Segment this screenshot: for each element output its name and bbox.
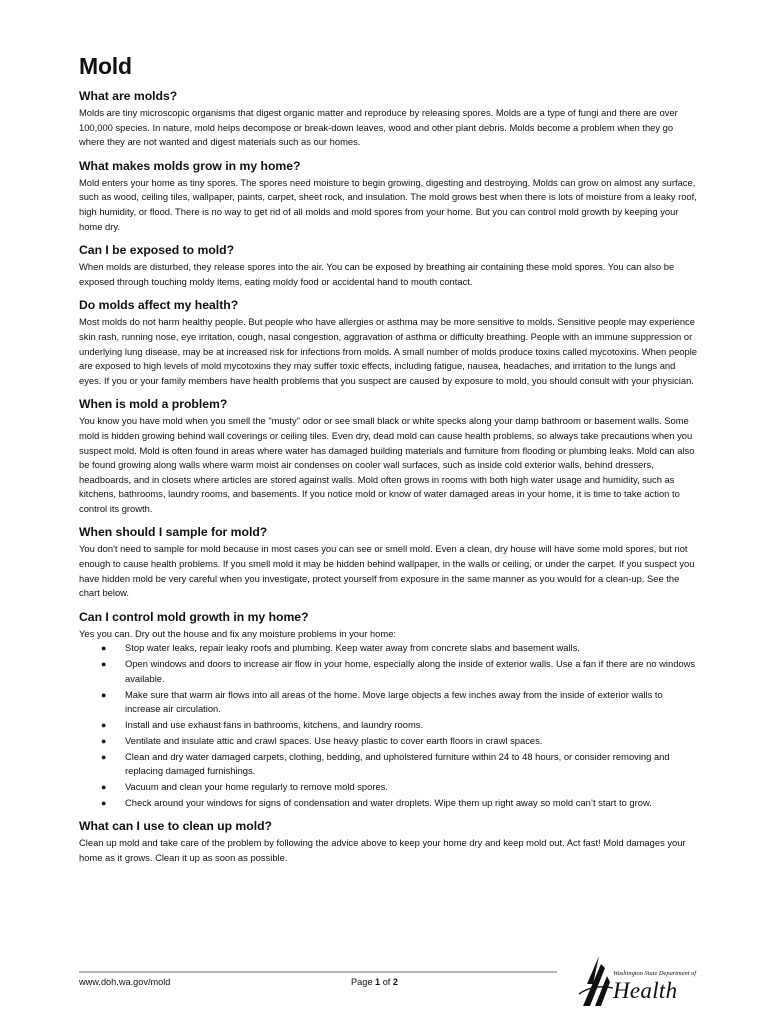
- bullet-list: [79, 641, 699, 810]
- list-item-text: Make sure that warm air flows into all areas of the home. Move large objects a few inches away from the inside of exterior walls to increase air circulation.: [125, 688, 663, 715]
- section-text: Most molds do not harm healthy people. But people who have allergies or asthma may be more sensitive to molds. Sensitive people may experience skin rash, running nose, eye irritation, cough, nasal congestion, aggravation of asthma or difficulty breathing. People with an immune suppression or underlying lung disease, may be at increased risk for infections from molds. A small number of molds produce toxins called mycotoxins. When people are exposed to high levels of mold mycotoxins they may suffer toxic effects, including fatigue, nausea, headaches, and irritation to the lungs and eyes. If you or your family members have health problems that you suspect are caused by exposure to mold, you should consult with your physician.: [79, 316, 698, 386]
- bullet-icon: ●: [101, 719, 107, 730]
- list-item: [79, 641, 699, 656]
- section-heading: What are molds?: [79, 89, 178, 103]
- list-item: [79, 657, 699, 686]
- section-heading: Can I be exposed to mold?: [79, 243, 235, 258]
- section-heading: Can I control mold growth in my home?: [79, 609, 309, 624]
- page-prefix: Page: [351, 977, 376, 987]
- section-text: You know you have mold when you smell the "musty" odor or see small black or white specks along your damp bathroom or basement walls. Some mold is hidden growing behind wall coverings or ceiling tiles. Even dry, dead mold can cause health problems, so always take precautions when you suspect mold. Mold is often found in areas where water has damaged building materials and furniture from flooding or plumbing leaks. Mold can also be found growing along walls where warm moist air condenses on cooler wall surfaces, such as inside cold exterior walls, behind dressers, headboards, and in closets where articles are stored against walls. Mold often grows in rooms with both high water usage and humidity, such as kitchens, bathrooms, laundry rooms, and basements. If you notice mold or know of water damaged areas in your home, it is time to take action to control its growth.: [79, 415, 695, 514]
- bullet-icon: ●: [101, 689, 107, 700]
- footer-url-link[interactable]: www.doh.wa.gov/mold: [79, 977, 171, 987]
- list-item-text: Clean and dry water damaged carpets, clothing, bedding, and upholstered furniture within 24 to 48 hours, or consider removing and replacing damaged furnishings.: [125, 750, 670, 777]
- page-title: Mold: [79, 53, 132, 79]
- bullet-icon: ●: [101, 735, 107, 746]
- list-item-text: Install and use exhaust fans in bathrooms, kitchens, and laundry rooms.: [125, 718, 424, 730]
- page-mid: of: [380, 977, 393, 987]
- doh-health-logo: [577, 954, 707, 1008]
- section-heading: Do molds affect my health?: [79, 298, 239, 313]
- section-heading: What makes molds grow in my home?: [79, 158, 301, 173]
- page-current: 1: [375, 977, 381, 987]
- list-item: [79, 796, 699, 811]
- section-control-mold-growth: [79, 610, 699, 810]
- logo-department-text: Washington State Department of: [613, 970, 697, 977]
- section-text: Molds are tiny microscopic organisms that digest organic matter and reproduce by releasing spores. Molds are a type of fungi and there are over 100,000 species. In nature, mold helps decompose or break-down leaves, wood and other plant debris. Molds become a problem when they go where they are not wanted and digest materials such as our homes.: [79, 107, 678, 148]
- list-item-text: Check around your windows for signs of condensation and water droplets. Wipe them up right away so mold can’t start to grow.: [125, 796, 652, 808]
- section-heading: What can I use to clean up mold?: [79, 819, 272, 834]
- list-item: [79, 718, 699, 733]
- logo-mark-icon: [577, 954, 617, 1008]
- list-item: [79, 734, 699, 749]
- section-sample-for-mold: [79, 525, 699, 600]
- bullet-icon: ●: [101, 751, 107, 762]
- list-item: [79, 750, 699, 779]
- section-text: Clean up mold and take care of the problem by following the advice above to keep your home dry and keep mold out. Act fast! Mold damages your home as it grows. Clean it up as soon as possible.: [79, 837, 686, 863]
- section-what-makes-molds-grow: [79, 159, 699, 234]
- logo-health-text: Health: [613, 978, 678, 1003]
- bullet-icon: ●: [101, 797, 107, 808]
- section-mold-problem: [79, 397, 699, 516]
- section-text: When molds are disturbed, they release spores into the air. You can be exposed by breathing air containing these mold spores. You can also be exposed through touching moldy items, eating moldy food or accidental hand to mouth contact.: [79, 261, 675, 287]
- bullet-icon: ●: [101, 643, 107, 654]
- section-heading: When is mold a problem?: [79, 397, 228, 412]
- section-what-are-molds: [79, 89, 699, 150]
- list-item-text: Open windows and doors to increase air flow in your home, especially along the inside of exterior walls. Use a fan if there are no windows available.: [125, 658, 696, 684]
- footer-divider: [79, 971, 557, 973]
- section-text: Yes you can. Dry out the house and fix any moisture problems in your home:: [79, 627, 397, 639]
- page-total: 2: [392, 977, 399, 987]
- list-item-text: Ventilate and insulate attic and crawl spaces. Use heavy plastic to cover earth floors in crawl spaces.: [125, 734, 543, 746]
- list-item-text: Stop water leaks, repair leaky roofs and plumbing. Keep water away from concrete slabs and basement walls.: [125, 642, 580, 654]
- list-item: [79, 688, 699, 717]
- section-exposed-to-mold: [79, 243, 699, 289]
- section-text: Mold enters your home as tiny spores. The spores need moisture to begin growing, digesting and destroying. Molds can grow on almost any surface, such as wood, ceiling tiles, wallpaper, paints, carpet, sheet rock, and insulation. The mold grows best when there is lots of moisture from a leaky roof, high humidity, or flood. There is no way to get rid of all molds and mold spores from your home. But you can control mold growth by keeping your home dry.: [79, 176, 697, 232]
- page-number: [351, 977, 398, 987]
- list-item-text: Vacuum and clean your home regularly to remove mold spores.: [125, 780, 388, 792]
- document-page: [79, 52, 699, 865]
- bullet-icon: ●: [101, 781, 107, 792]
- list-item: [79, 780, 699, 795]
- section-heading: When should I sample for mold?: [79, 525, 268, 540]
- section-affect-health: [79, 298, 699, 388]
- section-clean-up-mold: [79, 819, 699, 865]
- bullet-icon: ●: [101, 659, 107, 670]
- section-text: You don't need to sample for mold because in most cases you can see or smell mold. Even a clean, dry house will have some mold spores, but not enough to cause health problems. If you smell mold it may be hidden behind wallpaper, in the walls or ceiling, or under the carpet. If you suspect you have hidden mold be very careful when you investigate, protect yourself from exposure in the same manner as you would for a clean-up. See the chart below.: [79, 543, 695, 599]
